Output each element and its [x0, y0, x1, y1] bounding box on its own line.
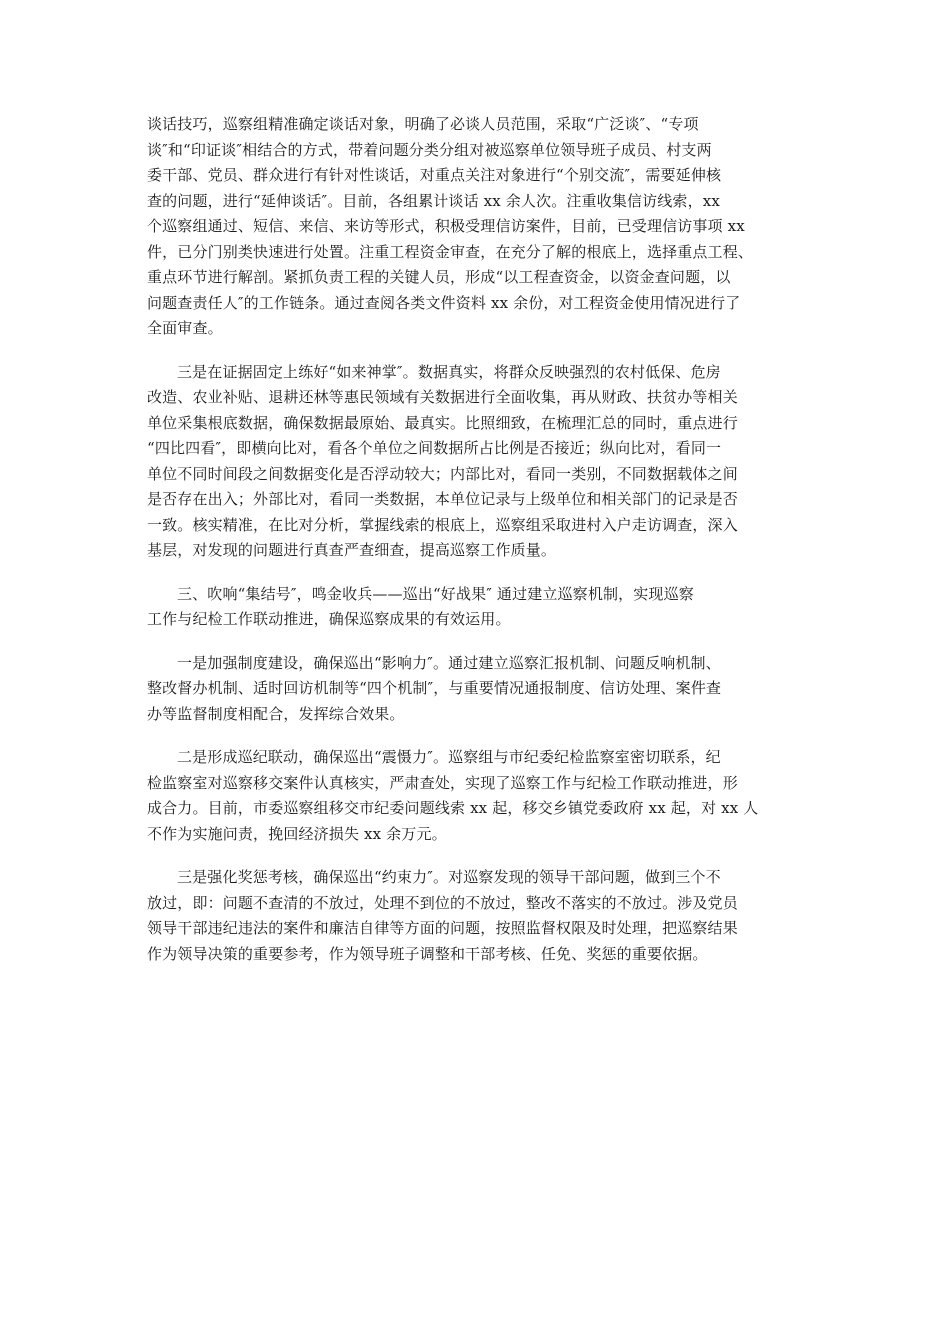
text-line: 重点环节进行解剖。紧抓负责工程的关键人员，形成“以工程查资金，以资金查问题，以: [147, 268, 731, 286]
text-line: “四比四看″，即横向比对，看各个单位之间数据所占比例是否接近；纵向比对，看同一: [147, 439, 722, 457]
text-line: 一致。核实精准，在比对分析，掌握线索的根底上，巡察组采取进村入户走访调查，深入: [147, 515, 738, 534]
text-line: 基层，对发现的问题进行真查严查细查，提高巡察工作质量。: [147, 541, 557, 559]
text-line: 二是形成巡纪联动，确保巡出“震慑力″。巡察组与市纪委纪检监察室密切联系，纪: [177, 748, 721, 766]
text-line: 问题查责任人″的工作链条。通过查阅各类文件资料 xx 余份，对工程资金使用情况进行了: [147, 293, 741, 312]
text-line: 谈″和“印证谈″相结合的方式，带着问题分类分组对被巡察单位领导班子成员、村支两: [147, 140, 712, 159]
text-line: 不作为实施问责，挽回经济损失 xx 余万元。: [147, 824, 447, 843]
text-line: 办等监督制度相配合，发挥综合效果。: [147, 704, 405, 723]
text-line: 放过，即：问题不查清的不放过，处理不到位的不放过，整改不落实的不放过。涉及党员: [147, 893, 738, 912]
text-line: 检监察室对巡察移交案件认真核实，严肃查处，实现了巡察工作与纪检工作联动推进，形: [147, 773, 738, 792]
text-line: 委干部、党员、群众进行有针对性谈话，对重点关注对象进行“个别交流″，需要延伸核: [147, 166, 722, 184]
text-line: 谈话技巧，巡察组精准确定谈话对象，明确了必谈人员范围，采取“广泛谈″、“专项: [147, 115, 699, 133]
text-line: 三是强化奖惩考核，确保巡出“约束力″。对巡察发现的领导干部问题，做到三个不: [177, 868, 721, 886]
section-heading-three: [147, 582, 807, 633]
paragraph-assessment: [147, 865, 807, 967]
text-line: 三是在证据固定上练好“如来神掌″。数据真实，将群众反映强烈的农村低保、危房: [177, 362, 721, 381]
text-line: 单位采集根底数据，确保数据最原始、最真实。比照细致，在梳理汇总的同时，重点进行: [147, 413, 738, 432]
text-line: 个巡察组通过、短信、来信、来访等形式，积极受理信访案件，目前，已受理信访事项 xx: [147, 217, 745, 235]
text-line: 件，已分门别类快速进行处置。注重工程资金审查，在充分了解的根底上，选择重点工程、: [147, 242, 754, 261]
text-line: 领导干部违纪违法的案件和廉洁自律等方面的问题，按照监督权限及时处理，把巡察结果: [147, 919, 738, 937]
text-line: 全面审查。: [147, 319, 223, 337]
text-line: 三、吹响“集结号″，鸣金收兵——巡出“好战果″ 通过建立巡察机制，实现巡察: [177, 584, 694, 603]
text-line: 改造、农业补贴、退耕还林等惠民领域有关数据进行全面收集，再从财政、扶贫办等相关: [147, 388, 738, 406]
text-line: 单位不同时间段之间数据变化是否浮动较大；内部比对，看同一类别，不同数据载体之间: [147, 464, 738, 483]
text-line: 成合力。目前，市委巡察组移交市纪委问题线索 xx 起，移交乡镇党委政府 xx 起，对 xx 人: [147, 799, 759, 817]
text-line: 查的问题，进行“延伸谈话″。目前，各组累计谈话 xx 余人次。注重收集信访线索，xx: [147, 191, 720, 210]
text-line: 一是加强制度建设，确保巡出“影响力″。通过建立巡察汇报机制、问题反响机制、: [177, 653, 721, 672]
paragraph-linkage: [147, 745, 807, 847]
paragraph-talk-skills: [147, 112, 807, 342]
paragraph-system-building: [147, 651, 807, 728]
text-line: 工作与纪检工作联动推进，确保巡察成果的有效运用。: [147, 610, 511, 628]
text-line: 作为领导决策的重要参考，作为领导班子调整和干部考核、任免、奖惩的重要依据。: [147, 944, 708, 963]
document-page: [147, 112, 807, 985]
text-line: 整改督办机制、适时回访机制等“四个机制″，与重要情况通报制度、信访处理、案件查: [147, 679, 722, 697]
text-line: 是否存在出入；外部比对，看同一类数据，本单位记录与上级单位和相关部门的记录是否: [147, 490, 738, 508]
paragraph-evidence: [147, 360, 807, 564]
